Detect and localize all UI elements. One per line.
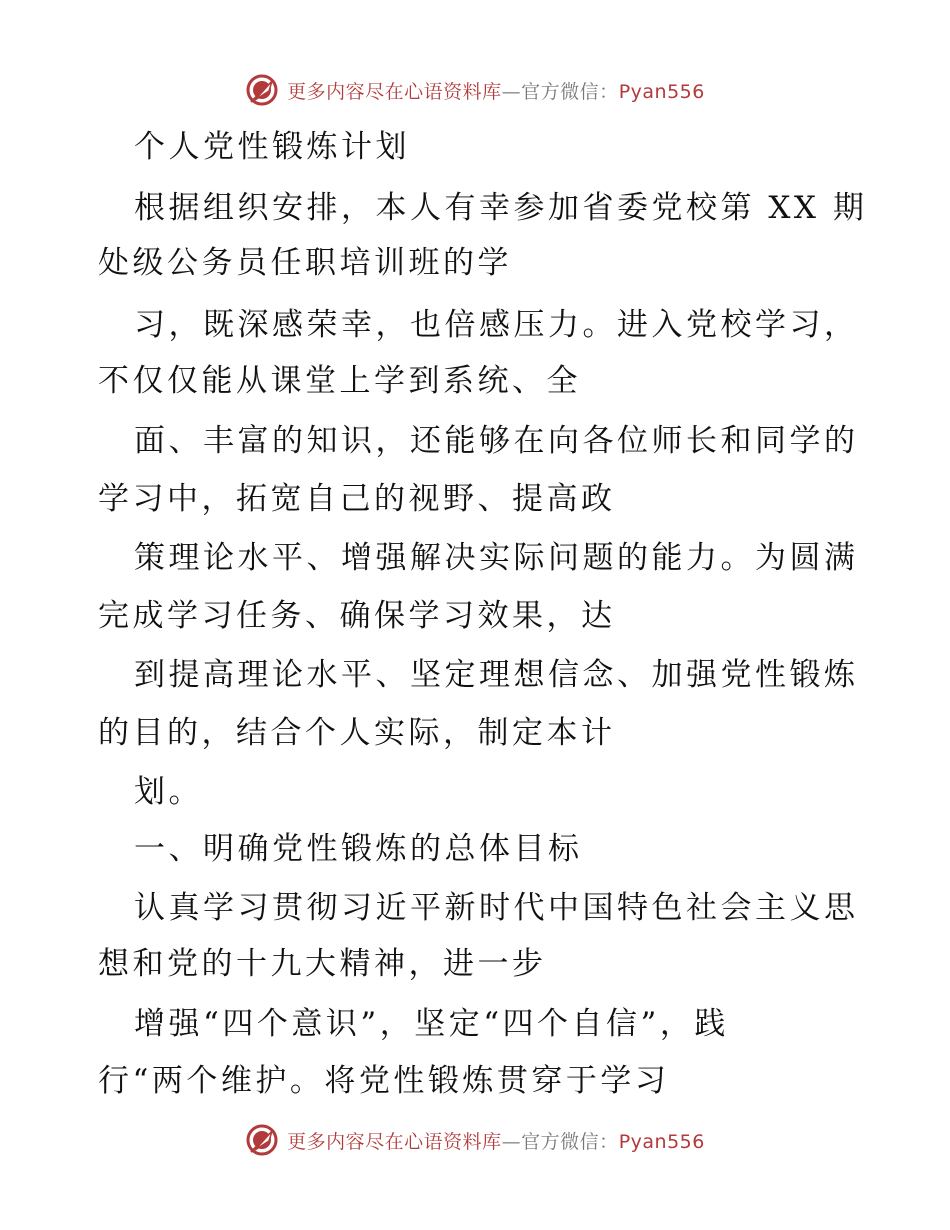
feather-pen-circle-icon (245, 73, 279, 107)
header-site-text: 更多内容尽在心语资料库 (287, 80, 502, 103)
paragraph-line: 完成学习任务、确保学习效果，达 (98, 598, 616, 634)
paragraph-line: 策理论水平、增强解决实际问题的能力。为圆满 (134, 540, 859, 576)
paragraph-line: 到提高理论水平、坚定理想信念、加强党性锻炼 (134, 657, 859, 693)
header-wx-id: Pyan556 (618, 80, 705, 103)
paragraph-line: 的目的，结合个人实际，制定本计 (98, 715, 616, 751)
paragraph-line: 根据组织安排，本人有幸参加省委党校第 XX 期 (134, 190, 868, 226)
footer-official-wx: 官方微信： (521, 1130, 619, 1153)
paragraph-line: 面、丰富的知识，还能够在向各位师长和同学的 (134, 423, 859, 459)
paragraph-line: 学习中，拓宽自己的视野、提高政 (98, 481, 616, 517)
paragraph-line: 行“两个维护。将党性锻炼贯穿于学习 (98, 1063, 670, 1099)
paragraph-line: 习，既深感荣幸，也倍感压力。进入党校学习， (134, 307, 859, 343)
section-heading: 一、明确党性锻炼的总体目标 (134, 831, 583, 867)
paragraph-line: 不仅仅能从课堂上学到系统、全 (98, 363, 581, 399)
header-official-wx: 官方微信： (521, 80, 619, 103)
header-banner (0, 68, 950, 112)
paragraph-line: 处级公务员任职培训班的学 (98, 245, 512, 281)
paragraph-line: 想和党的十九大精神，进一步 (98, 946, 547, 982)
paragraph-line: 划。 (134, 774, 203, 810)
header-dash: — (501, 80, 522, 103)
paragraph-line: 增强“四个意识”，坚定“四个自信”，践 (134, 1006, 729, 1042)
feather-pen-circle-icon (245, 1123, 279, 1157)
document-title: 个人党性锻炼计划 (134, 129, 410, 165)
paragraph-line: 认真学习贯彻习近平新时代中国特色社会主义思 (134, 890, 859, 926)
footer-banner (0, 1118, 950, 1162)
header-text (287, 77, 705, 104)
footer-wx-id: Pyan556 (618, 1130, 705, 1153)
footer-site-text: 更多内容尽在心语资料库 (287, 1130, 502, 1153)
footer-dash: — (501, 1130, 522, 1153)
footer-text (287, 1127, 705, 1154)
